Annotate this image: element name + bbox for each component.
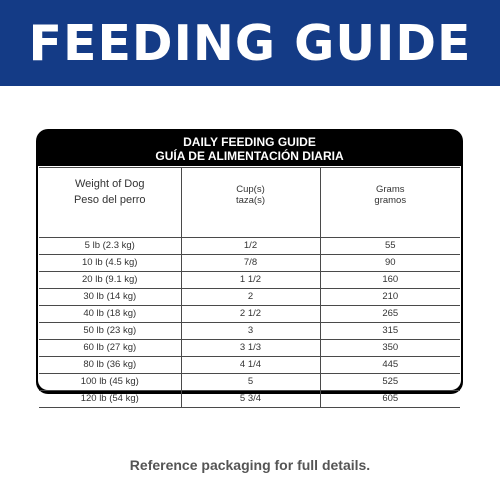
table-row [39,374,460,391]
cell-weight: 50 lb (23 kg) [39,323,181,340]
cell-cups: 2 [181,289,320,306]
header-cups-en: Cup(s) [236,184,265,195]
cell-grams: 315 [320,323,460,340]
table-header-row [39,168,460,238]
cell-grams: 265 [320,306,460,323]
cell-weight: 5 lb (2.3 kg) [39,238,181,255]
footer-note: Reference packaging for full details. [129,457,371,473]
cell-grams: 605 [320,391,460,408]
cell-grams: 525 [320,374,460,391]
card-title-spanish: GUÍA DE ALIMENTACIÓN DIARIA [155,149,344,163]
cell-weight: 60 lb (27 kg) [39,340,181,357]
card-header [36,135,463,163]
page-title: FEEDING GUIDE [28,14,472,72]
header-grams-en: Grams [376,184,405,195]
table-row [39,289,460,306]
cell-weight: 40 lb (18 kg) [39,306,181,323]
cell-grams: 350 [320,340,460,357]
header-weight-en: Weight of Dog [74,178,145,190]
cell-grams: 55 [320,238,460,255]
header-weight-es: Peso del perro [73,194,146,206]
cell-cups: 4 1/4 [181,357,320,374]
cell-grams: 90 [320,255,460,272]
header-grams [320,168,460,238]
cell-weight: 120 lb (54 kg) [39,391,181,408]
cell-weight: 30 lb (14 kg) [39,289,181,306]
table-wrapper [38,166,461,404]
cell-grams: 210 [320,289,460,306]
card-title-english: DAILY FEEDING GUIDE [183,135,316,149]
table-row [39,323,460,340]
header-cups [181,168,320,238]
cell-cups: 2 1/2 [181,306,320,323]
table-row [39,391,460,408]
feeding-guide-card [36,129,463,404]
cell-cups: 1/2 [181,238,320,255]
cell-grams: 160 [320,272,460,289]
feeding-table [39,167,460,408]
cell-cups: 7/8 [181,255,320,272]
cell-weight: 80 lb (36 kg) [39,357,181,374]
table-row [39,238,460,255]
table-row [39,272,460,289]
cell-cups: 3 [181,323,320,340]
table-body [39,238,460,408]
table-row [39,255,460,272]
table-row [39,340,460,357]
cell-weight: 100 lb (45 kg) [39,374,181,391]
cell-cups: 5 3/4 [181,391,320,408]
cell-cups: 3 1/3 [181,340,320,357]
table-row [39,306,460,323]
cell-weight: 20 lb (9.1 kg) [39,272,181,289]
cell-cups: 1 1/2 [181,272,320,289]
header-weight [39,168,181,238]
table-row [39,357,460,374]
cell-grams: 445 [320,357,460,374]
header-banner [0,0,500,86]
cell-weight: 10 lb (4.5 kg) [39,255,181,272]
header-cups-es: taza(s) [235,195,266,206]
header-grams-es: gramos [374,195,407,206]
cell-cups: 5 [181,374,320,391]
